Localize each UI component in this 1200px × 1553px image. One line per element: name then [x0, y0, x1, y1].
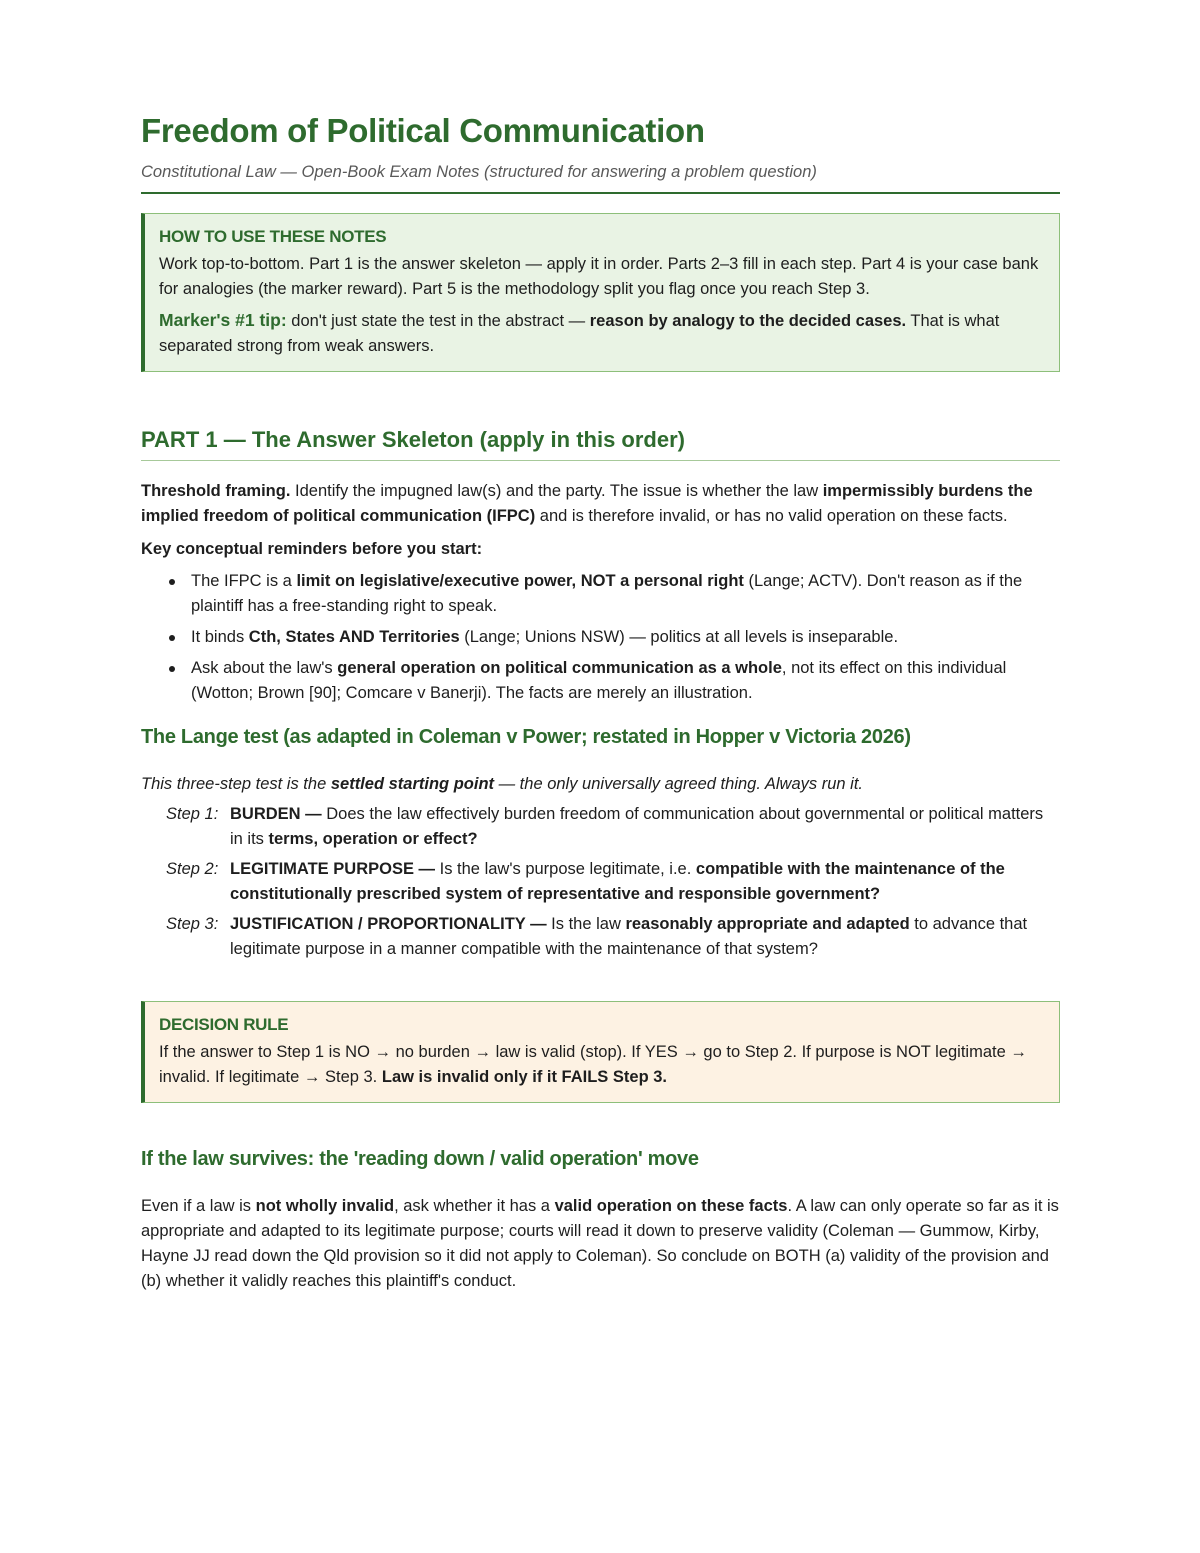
lange-test-heading: The Lange test (as adapted in Coleman v Power; restated in Hopper v Victoria 2026) [141, 726, 911, 749]
lange-step-2: Step 2: LEGITIMATE PURPOSE — Is the law's purpose legitimate, i.e. compatible with the maintenance of the constitutionally prescribed system of representative and responsible government? [141, 857, 1060, 907]
document-subtitle: Constitutional Law — Open-Book Exam Notes (structured for answering a problem question) [141, 163, 817, 181]
decision-rule-emphasis: Law is invalid only if it FAILS Step 3. [381, 1068, 667, 1087]
title-divider [141, 192, 1060, 194]
how-to-use-title: HOW TO USE THESE NOTES [159, 227, 387, 246]
lange-step-3: Step 3: JUSTIFICATION / PROPORTIONALITY — Is the law reasonably appropriate and adapted to advance that legitimate purpose in a manner compatible with the maintenance of that system? [141, 912, 1060, 962]
marker-tip-emphasis: reason by analogy to the decided cases. [589, 312, 907, 330]
part1-heading: PART 1 — The Answer Skeleton (apply in this order) [141, 424, 1060, 461]
step-number: Step 3: [166, 915, 219, 934]
marker-tip-text-end: That is what separated strong from weak answers. [159, 312, 1000, 355]
decision-rule-title: DECISION RULE [159, 1015, 289, 1035]
threshold-text-end: and is therefore invalid, or has no valid operation on these facts. [535, 507, 1008, 526]
step-title: BURDEN — [230, 805, 322, 824]
decision-rule-callout [141, 1001, 1060, 1103]
reminders-list [141, 569, 1060, 706]
document-title: Freedom of Political Communication [141, 112, 705, 149]
reminders-title: Key conceptual reminders before you start: [141, 540, 483, 559]
marker-tip [159, 308, 1044, 359]
decision-rule-body: If the answer to Step 1 is NO → no burden → law is valid (stop). If YES → go to Step 2. If purpose is NOT legitimate → invalid. If legitimate → Step 3. Law is invalid only if it FAILS Step 3. [159, 1043, 1027, 1087]
reading-down-heading: If the law survives: the 'reading down / valid operation' move [141, 1148, 699, 1171]
lange-step-1: Step 1: BURDEN — Does the law effectively burden freedom of communication about governmental or political matters in its terms, operation or effect? [141, 802, 1060, 852]
threshold-emphasis: impermissibly burdens the implied freedom of political communication (IFPC) [141, 482, 1033, 526]
how-to-use-callout [141, 213, 1060, 372]
reading-down-body: Even if a law is not wholly invalid, ask whether it has a valid operation on these facts. A law can only operate so far as it is appropriate and adapted to its legitimate purpose; courts will read it down to preserve validity (Coleman — Gummow, Kirby, Hayne JJ read down the Qld provision so it did not apply to Coleman). So conclude on BOTH (a) validity of the provision and (b) whether it validly reaches this plaintiff's conduct. [141, 1197, 1059, 1291]
step-title: LEGITIMATE PURPOSE — [230, 860, 436, 879]
lange-test-intro: This three-step test is the settled starting point — the only universally agreed thing. Always run it. [141, 775, 864, 794]
step-title: JUSTIFICATION / PROPORTIONALITY — [230, 915, 547, 934]
reminder-item: The IFPC is a limit on legislative/executive power, NOT a personal right (Lange; ACTV). Don't reason as if the plaintiff has a free-standing right to speak. [191, 569, 1060, 619]
step-number: Step 1: [166, 805, 219, 824]
lange-steps [141, 802, 1060, 962]
how-to-use-body: Work top-to-bottom. Part 1 is the answer skeleton — apply it in order. Parts 2–3 fill in each step. Part 4 is your case bank for analogies (the marker reward). Part 5 is the methodology split you flag once you reach Step 3. [159, 255, 1039, 298]
step-number: Step 2: [166, 860, 219, 879]
reminder-item: It binds Cth, States AND Territories (Lange; Unions NSW) — politics at all levels is inseparable. [191, 625, 1060, 650]
marker-tip-label: Marker's #1 tip: [159, 310, 287, 330]
document-content [141, 108, 1060, 1294]
threshold-framing [141, 479, 1060, 529]
threshold-text: Identify the impugned law(s) and the party. The issue is whether the law [290, 482, 823, 501]
marker-tip-text: don't just state the test in the abstract — [286, 312, 590, 330]
threshold-lead: Threshold framing. [141, 482, 291, 501]
reminder-item: Ask about the law's general operation on political communication as a whole, not its effect on this individual (Wotton; Brown [90]; Comcare v Banerji). The facts are merely an illustration. [191, 656, 1060, 706]
